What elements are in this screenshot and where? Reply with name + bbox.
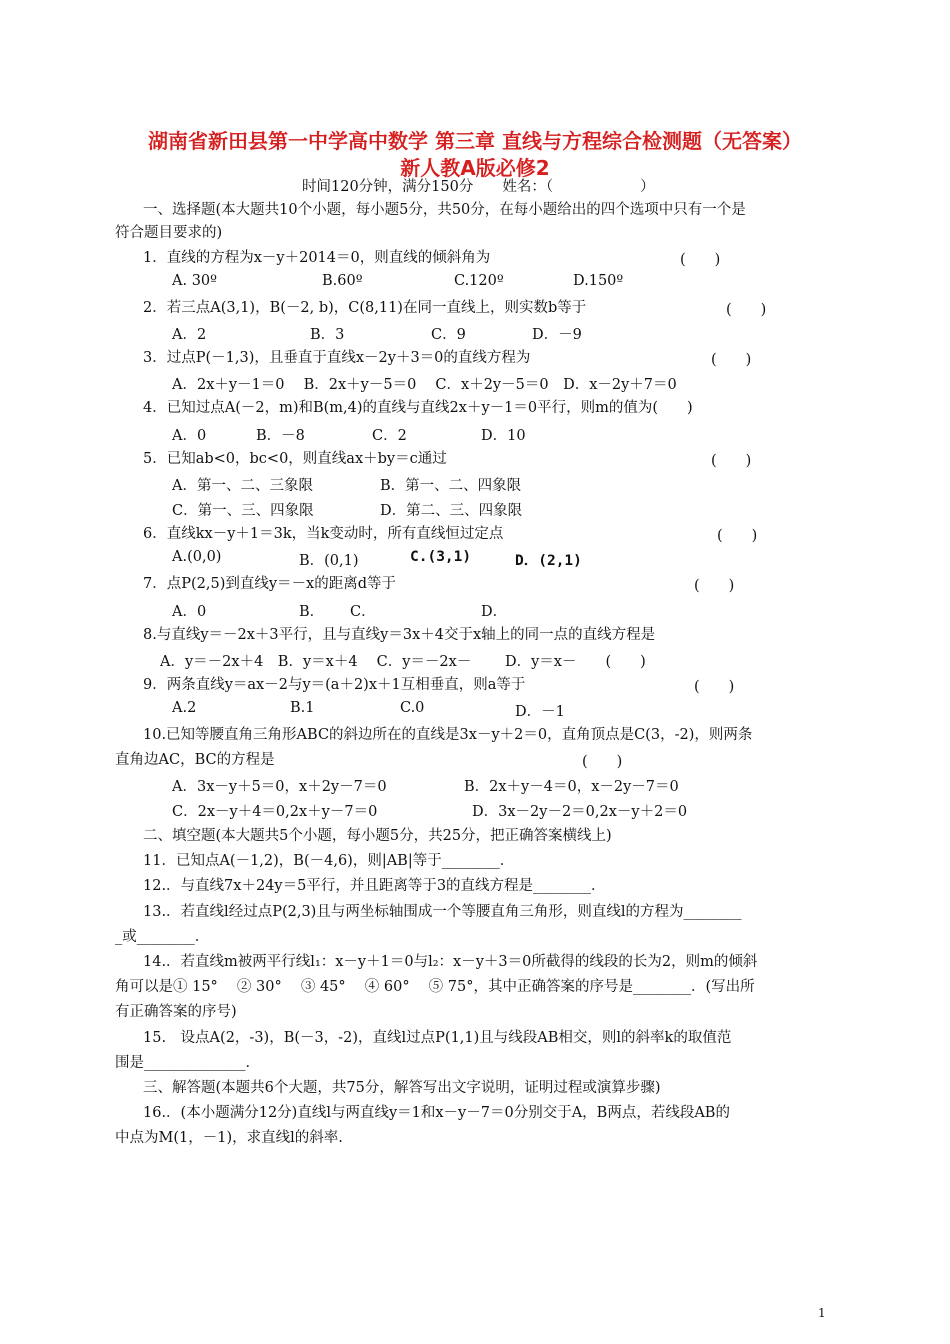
- q1-option-a: A. 30º: [172, 273, 217, 289]
- q9-option-c: C.0: [400, 700, 425, 716]
- q4-option-c: C．2: [372, 428, 407, 444]
- q10-answer-bracket: ( ): [582, 754, 623, 770]
- q14-line-3: 有正确答案的序号): [115, 1004, 237, 1020]
- q5-option-a: A．第一、二、三象限: [172, 478, 313, 494]
- q3-options: A．2x＋y－1＝0 B．2x＋y－5＝0 C．x＋2y－5＝0 D．x－2y＋7＝0: [172, 377, 677, 393]
- q2-option-c: C．9: [431, 327, 466, 343]
- q1-stem: 1．直线的方程为x－y＋2014＝0，则直线的倾斜角为: [143, 250, 491, 266]
- q7-option-d: D．: [481, 604, 508, 620]
- subtitle: 时间120分钟，满分150分 姓名：（ ）: [302, 179, 655, 195]
- q9-option-d: D．－1: [515, 704, 565, 720]
- q3-stem: 3．过点P(－1,3)，且垂直于直线x－2y＋3＝0的直线方程为: [143, 350, 531, 366]
- q14-line-1: 14.．若直线m被两平行线l₁：x－y＋1＝0与l₂：x－y＋3＝0所截得的线段的长为2，则m的倾斜: [143, 954, 758, 970]
- q7-stem: 7．点P(2,5)到直线y＝－x的距离d等于: [143, 576, 397, 592]
- q7-answer-bracket: ( ): [694, 578, 735, 594]
- q11: 11．已知点A(－1,2)，B(－4,6)，则|AB|等于________．: [143, 853, 515, 869]
- q1-answer-bracket: ( ): [680, 252, 721, 268]
- page-number: 1: [818, 1306, 826, 1320]
- q14-line-2: 角可以是① 15° ② 30° ③ 45° ④ 60° ⑤ 75°，其中正确答案的序号是________．(写出所: [115, 979, 755, 995]
- q2-option-d: D．－9: [532, 327, 582, 343]
- q15-line-1: 15. 设点A(2，-3)，B(－3，-2)，直线l过点P(1,1)且与线段AB相交，则l的斜率k的取值范: [143, 1030, 732, 1046]
- q6-option-a: A.(0,0): [172, 549, 222, 565]
- q10-stem-cont: 直角边AC，BC的方程是: [115, 752, 275, 768]
- q5-stem: 5．已知ab<0，bc<0，则直线ax＋by＝c通过: [143, 451, 447, 467]
- q6-option-c: C.(3,1): [410, 549, 472, 565]
- q5-option-b: B．第一、二、四象限: [380, 478, 522, 494]
- q1-option-c: C.120º: [454, 273, 504, 289]
- section-2-heading: 二、填空题(本大题共5个小题，每小题5分，共25分，把正确答案横线上): [143, 828, 612, 844]
- q4-option-d: D．10: [481, 428, 526, 444]
- q6-option-b: B．(0,1): [299, 553, 359, 569]
- q2-option-b: B．3: [310, 327, 345, 343]
- q8-stem: 8.与直线y＝－2x＋3平行，且与直线y＝3x＋4交于x轴上的同一点的直线方程是: [143, 627, 656, 643]
- q9-answer-bracket: ( ): [694, 679, 735, 695]
- q13-line-2: _或________．: [115, 929, 210, 945]
- q4-stem: 4．已知过点A(－2，m)和B(m,4)的直线与直线2x＋y－1＝0平行，则m的值为( ): [143, 400, 693, 416]
- q8-options: A．y＝－2x＋4 B．y＝x＋4 C．y＝－2x－ D．y＝x－ ( ): [160, 654, 646, 670]
- q5-option-d: D．第二、三、四象限: [380, 503, 523, 519]
- q6-option-d: D．(2,1): [515, 553, 582, 569]
- q10-option-d: D．3x－2y－2＝0,2x－y＋2＝0: [472, 804, 688, 820]
- q12: 12.．与直线7x＋24y＝5平行，并且距离等于3的直线方程是________．: [143, 878, 606, 894]
- q9-option-a: A.2: [172, 700, 197, 716]
- q5-option-c: C．第一、三、四象限: [172, 503, 314, 519]
- q2-option-a: A．2: [172, 327, 207, 343]
- q7-option-c: C．: [350, 604, 376, 620]
- q15-line-2: 围是______________．: [115, 1055, 260, 1071]
- q10-option-b: B．2x＋y－4＝0，x－2y－7＝0: [464, 779, 679, 795]
- q10-option-c: C．2x－y＋4＝0,2x＋y－7＝0: [172, 804, 378, 820]
- q1-option-d: D.150º: [573, 273, 624, 289]
- q16-line-1: 16.．(本小题满分12分)直线l与两直线y＝1和x－y－7＝0分别交于A，B两点，若线段AB的: [143, 1105, 730, 1121]
- q13-line-1: 13.．若直线l经过点P(2,3)且与两坐标轴围成一个等腰直角三角形，则直线l的方程为________: [143, 904, 742, 920]
- q6-stem: 6．直线kx－y＋1＝3k，当k变动时，所有直线恒过定点: [143, 526, 504, 542]
- q6-answer-bracket: ( ): [717, 528, 758, 544]
- q1-option-b: B.60º: [322, 273, 363, 289]
- title-line-1: 湖南省新田县第一中学高中数学 第三章 直线与方程综合检测题（无答案）: [148, 129, 802, 153]
- q9-stem: 9．两条直线y＝ax－2与y＝(a＋2)x＋1互相垂直，则a等于: [143, 677, 526, 693]
- q5-answer-bracket: ( ): [711, 453, 752, 469]
- section-3-heading: 三、解答题(本题共6个大题，共75分，解答写出文字说明，证明过程或演算步骤): [143, 1080, 661, 1096]
- q2-answer-bracket: ( ): [726, 302, 767, 318]
- q4-option-b: B．－8: [256, 428, 305, 444]
- q4-option-a: A．0: [172, 428, 207, 444]
- q3-answer-bracket: ( ): [711, 352, 752, 368]
- q10-option-a: A．3x－y＋5＝0，x＋2y－7＝0: [172, 779, 387, 795]
- title-line-2: 新人教A版必修2: [400, 156, 550, 180]
- q9-option-b: B.1: [290, 700, 315, 716]
- q7-option-a: A．0: [172, 604, 207, 620]
- q16-line-2: 中点为M(1，－1)，求直线l的斜率.: [115, 1130, 343, 1146]
- q7-option-b: B．: [299, 604, 325, 620]
- q2-stem: 2．若三点A(3,1)，B(－2, b)，C(8,11)在同一直线上，则实数b等于: [143, 300, 587, 316]
- section-1-heading-cont: 符合题目要求的): [115, 225, 223, 241]
- section-1-heading: 一、选择题(本大题共10个小题，每小题5分，共50分，在每小题给出的四个选项中只有一个是: [143, 202, 746, 218]
- q10-stem: 10.已知等腰直角三角形ABC的斜边所在的直线是3x－y＋2＝0，直角顶点是C(3，-2)，则两条: [143, 727, 753, 743]
